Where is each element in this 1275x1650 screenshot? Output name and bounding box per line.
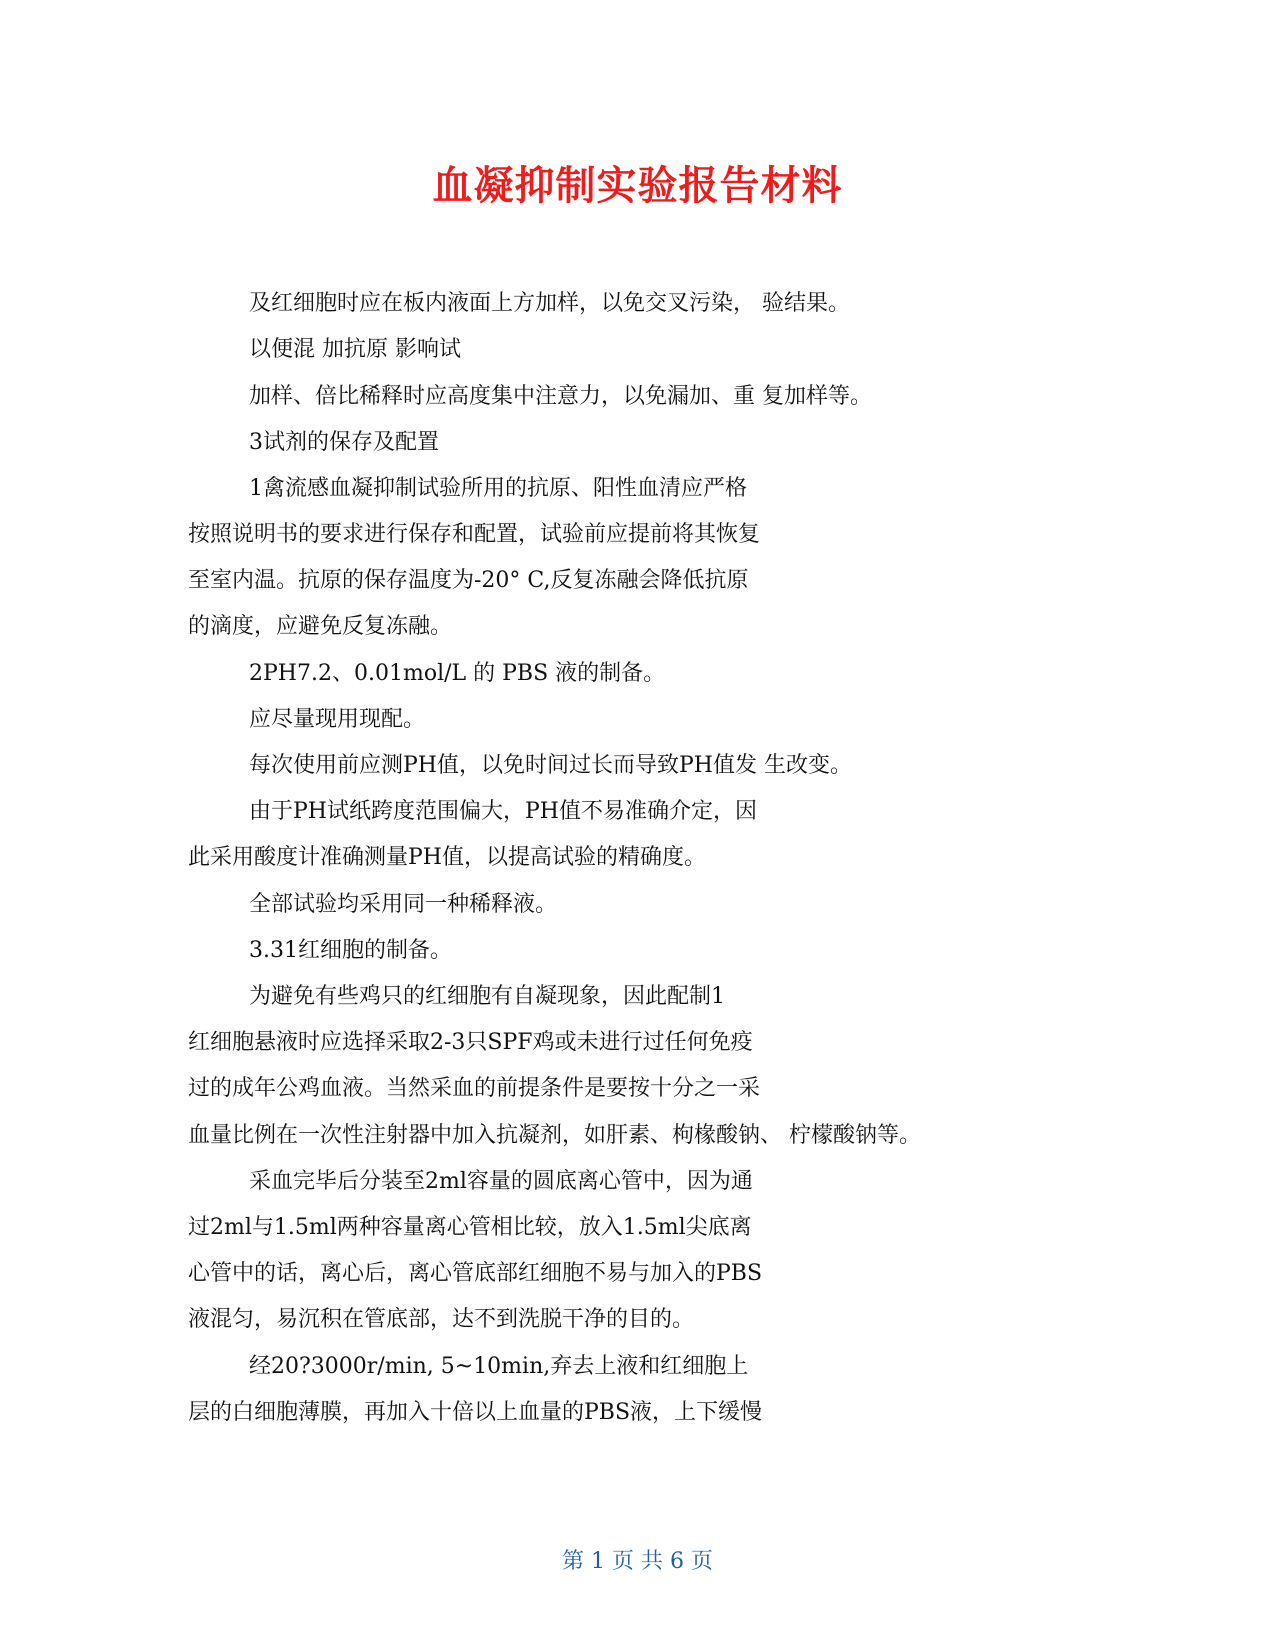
body-line: 加样、倍比稀释时应高度集中注意力，以免漏加、重 复加样等。	[249, 384, 872, 409]
document-title: 血凝抑制实验报告材料	[432, 163, 843, 209]
body-line: 应尽量现用现配。	[249, 707, 426, 732]
body-line: 过的成年公鸡血液。当然采血的前提条件是要按十分之一采	[188, 1076, 761, 1101]
body-line: 全部试验均采用同一种稀释液。	[249, 892, 558, 917]
body-line: 至室内温。抗原的保存温度为-20° C,反复冻融会降低抗原	[188, 568, 749, 593]
page-number-footer: 第 1 页 共 6 页	[562, 1549, 713, 1574]
body-line: 3.31红细胞的制备。	[249, 938, 452, 963]
body-line: 按照说明书的要求进行保存和配置，试验前应提前将其恢复	[188, 522, 761, 547]
body-line: 的滴度，应避免反复冻融。	[188, 614, 453, 639]
body-line: 3试剂的保存及配置	[249, 430, 439, 455]
body-line: 过2ml与1.5ml两种容量离心管相比较，放入1.5ml尖底离	[188, 1215, 752, 1240]
body-line: 心管中的话，离心后，离心管底部红细胞不易与加入的PBS	[188, 1261, 763, 1286]
body-line: 经20?3000r/min, 5~10min,弃去上液和红细胞上	[249, 1354, 749, 1379]
body-line: 血量比例在一次性注射器中加入抗凝剂，如肝素、枸椽酸钠、 柠檬酸钠等。	[188, 1123, 921, 1148]
body-line: 此采用酸度计准确测量PH值，以提高试验的精确度。	[188, 845, 706, 870]
body-line: 以便混 加抗原 影响试	[249, 337, 461, 362]
body-line: 液混匀，易沉积在管底部，达不到洗脱干净的目的。	[188, 1307, 695, 1332]
body-line: 红细胞悬液时应选择采取2-3只SPF鸡或未进行过任何免疫	[188, 1030, 753, 1055]
body-line: 层的白细胞薄膜，再加入十倍以上血量的PBS液，上下缓慢	[188, 1400, 763, 1425]
body-line: 1禽流感血凝抑制试验所用的抗原、阳性血清应严格	[249, 476, 747, 501]
body-line: 及红细胞时应在板内液面上方加样，以免交叉污染， 验结果。	[249, 291, 850, 316]
body-line: 采血完毕后分装至2ml容量的圆底离心管中，因为通	[249, 1169, 753, 1194]
body-line: 每次使用前应测PH值，以免时间过长而导致PH值发 生改变。	[249, 753, 852, 778]
body-line: 由于PH试纸跨度范围偏大，PH值不易准确介定，因	[249, 799, 757, 824]
body-line: 为避免有些鸡只的红细胞有自凝现象，因此配制1	[249, 984, 725, 1009]
body-line: 2PH7.2、0.01mol/L 的 PBS 液的制备。	[249, 661, 666, 686]
